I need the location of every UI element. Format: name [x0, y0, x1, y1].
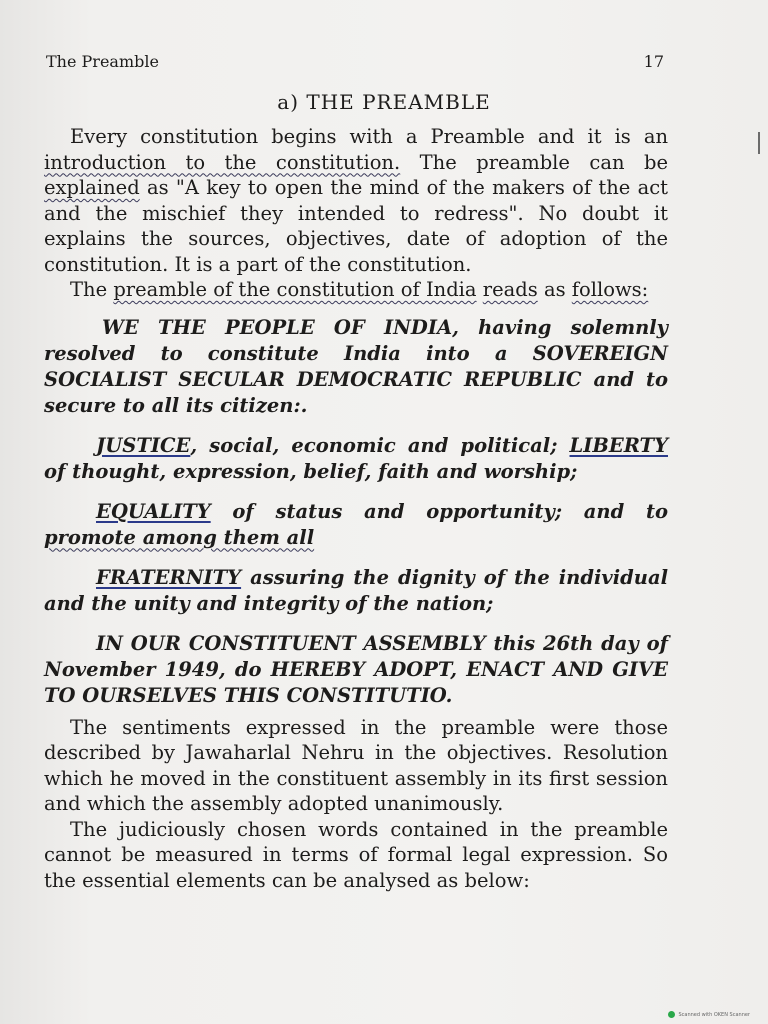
underlined-word: JUSTICE [96, 433, 191, 457]
underlined-word: explained [44, 176, 140, 199]
scanner-watermark: Scanned with OKEN Scanner [668, 1011, 750, 1018]
underlined-phrase: promote among them all [44, 525, 315, 549]
underlined-word: reads [482, 278, 538, 301]
preamble-clause-4: FRATERNITY assuring the dignity of the individual and the unity and integrity of the nation; [44, 565, 668, 615]
preamble-clause-3: EQUALITY of status and opportunity; and to promote among them all [44, 499, 668, 549]
closing-paragraph-2: The judiciously chosen words contained in the preamble cannot be measured in terms of formal legal expression. So the essential elements can be analysed as below: [44, 817, 668, 892]
underlined-word: EQUALITY [96, 499, 211, 523]
intro-paragraph-2: The preamble of the constitution of India reads as follows: [70, 278, 649, 301]
page-header [46, 52, 664, 71]
closing-paragraph-1: The sentiments expressed in the preamble were those described by Jawaharlal Nehru in the objectives. Resolution which he moved in the constituent assembly in its first session and which the assembly adopted unanimously. [44, 715, 668, 815]
underlined-word: LIBERTY [569, 433, 668, 457]
margin-pen-mark [758, 132, 760, 154]
intro-paragraph-1: Every constitution begins with a Preamble and it is an introduction to the constitution. The preamble can be explained as "A key to open the mind of the makers of the act and the mischief they intended to redress". No doubt it explains the sources, objectives, date of adoption of the constitution. It is a part of the constitution. [44, 125, 669, 276]
underlined-word: FRATERNITY [96, 565, 242, 589]
preamble-clause-5: IN OUR CONSTITUENT ASSEMBLY this 26th day of November 1949, do HEREBY ADOPT, ENACT AND GIVE TO OURSELVES THIS CONSTITUTIO. [44, 631, 668, 707]
page-body [44, 124, 668, 893]
underlined-phrase: introduction to the constitution. [44, 150, 401, 174]
preamble-clause-2: JUSTICE, social, economic and political; LIBERTY of thought, expression, belief, faith and worship; [44, 433, 668, 483]
underlined-word: follows: [571, 278, 649, 301]
preamble-clause-1: WE THE PEOPLE OF INDIA, having solemnly resolved to constitute India into a SOVEREIGN SOCIALIST SECULAR DEMOCRATIC REPUBLIC and to secure to all its citizen:. [44, 315, 668, 417]
running-title: The Preamble [46, 52, 159, 71]
page-number: 17 [643, 52, 664, 71]
underlined-phrase: preamble of the constitution of India [113, 278, 477, 301]
scanner-logo-icon [668, 1011, 675, 1018]
section-title: a) THE PREAMBLE [277, 90, 491, 114]
